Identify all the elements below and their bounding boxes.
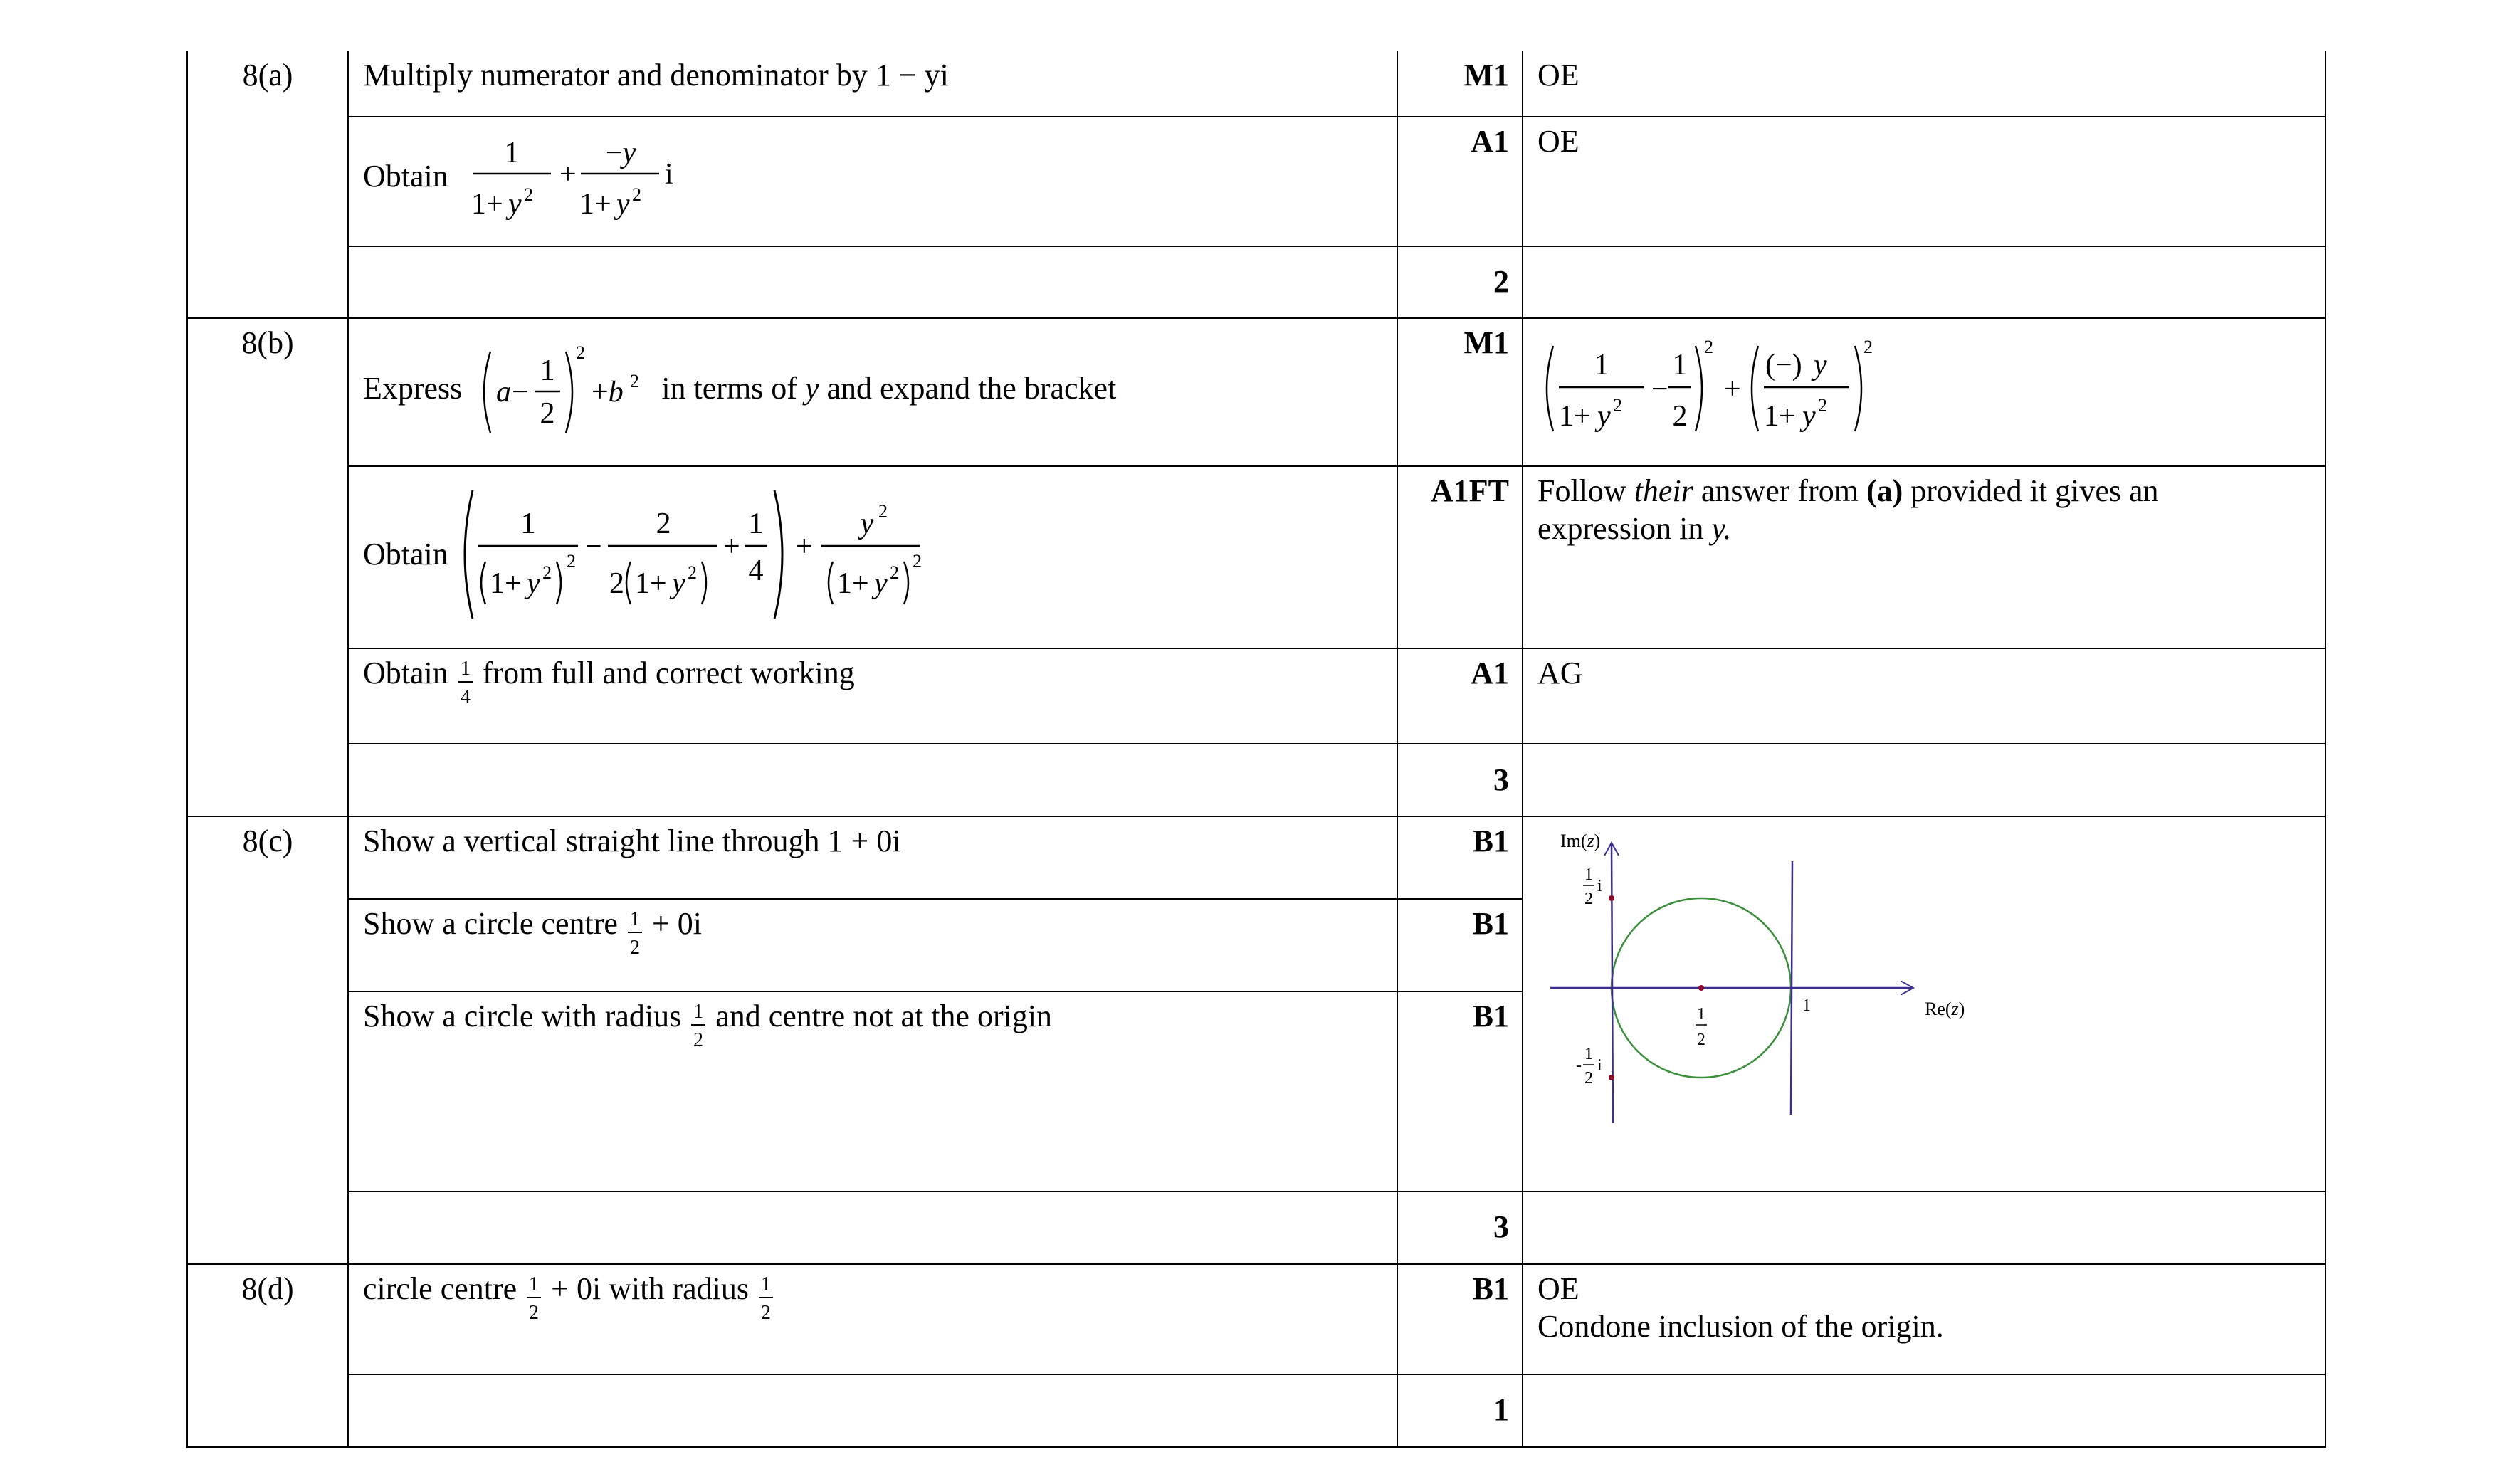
svg-text:y: y xyxy=(508,188,522,221)
svg-text:1: 1 xyxy=(1697,1005,1705,1023)
svg-text:2: 2 xyxy=(566,551,576,572)
argand-diagram-cell xyxy=(1523,816,2325,1191)
svg-text:y: y xyxy=(1802,400,1816,433)
svg-text:1: 1 xyxy=(540,354,555,387)
row-8a-step2 xyxy=(187,117,2325,246)
answer-text: Obtain xyxy=(363,158,448,194)
label-half-i xyxy=(1583,865,1602,908)
svg-text:1+: 1+ xyxy=(471,188,503,221)
guidance-cell: OE xyxy=(1523,51,2325,117)
svg-text:1: 1 xyxy=(1584,1045,1593,1063)
svg-text:(−): (−) xyxy=(1765,349,1802,381)
svg-text:−: − xyxy=(584,530,602,563)
svg-text:y: y xyxy=(1814,349,1827,381)
svg-text:2: 2 xyxy=(576,342,586,363)
svg-text:4: 4 xyxy=(460,686,471,707)
svg-text:1+: 1+ xyxy=(836,567,869,600)
label-one: 1 xyxy=(1802,996,1811,1015)
svg-text:2: 2 xyxy=(1584,1069,1593,1088)
svg-text:i: i xyxy=(664,158,673,191)
svg-text:1: 1 xyxy=(1584,865,1593,884)
guidance-cell: AG xyxy=(1523,648,2325,744)
svg-text:−: − xyxy=(512,376,529,409)
mark-cell: M1 xyxy=(1397,51,1523,117)
guidance-cell xyxy=(1523,318,2325,466)
svg-text:1+: 1+ xyxy=(1559,400,1591,433)
mark-cell: A1 xyxy=(1397,117,1523,246)
fraction-one-half xyxy=(689,998,708,1051)
fraction-one-half xyxy=(525,1270,543,1323)
label-minus-half-i xyxy=(1576,1045,1602,1088)
row-8b-step3 xyxy=(187,648,2325,744)
svg-text:2: 2 xyxy=(609,567,624,600)
label-half-real xyxy=(1696,1005,1707,1049)
mark-cell: B1 xyxy=(1397,899,1523,991)
guidance-line-1: Follow their answer from (a) provided it gives an xyxy=(1537,473,2159,508)
variable: y xyxy=(804,370,819,406)
svg-text:y: y xyxy=(616,188,630,221)
svg-text:2: 2 xyxy=(529,1301,540,1323)
svg-text:2: 2 xyxy=(656,507,671,540)
answer-cell xyxy=(348,466,1397,648)
svg-text:2: 2 xyxy=(1613,395,1622,416)
svg-text:1: 1 xyxy=(460,658,471,680)
math-formula xyxy=(1537,325,1908,446)
svg-text:2: 2 xyxy=(693,1028,704,1051)
svg-text:2: 2 xyxy=(687,562,697,583)
question-number: 8(b) xyxy=(187,318,348,466)
svg-text:1: 1 xyxy=(520,507,536,540)
svg-text:1+: 1+ xyxy=(634,567,667,600)
math-formula xyxy=(457,476,998,633)
math-formula xyxy=(458,127,700,226)
answer-cell xyxy=(348,816,1397,899)
answer-text: Show a vertical straight line through xyxy=(363,823,820,858)
total-marks: 2 xyxy=(1397,246,1523,318)
math-expression: + 0i xyxy=(651,905,702,941)
math-expression: 1 − yi xyxy=(875,58,949,93)
answer-text: and expand the bracket xyxy=(826,370,1117,406)
svg-text:i: i xyxy=(1597,877,1602,895)
svg-text:2: 2 xyxy=(1704,337,1713,357)
svg-text:1: 1 xyxy=(693,1000,704,1023)
svg-text:a: a xyxy=(496,376,512,409)
answer-text: + 0i with radius xyxy=(551,1270,749,1306)
mark-cell: A1FT xyxy=(1397,466,1523,648)
svg-text:2: 2 xyxy=(630,371,640,391)
row-8c-total xyxy=(187,1191,2325,1264)
guidance-cell xyxy=(1523,1264,2325,1374)
svg-text:2: 2 xyxy=(878,501,888,522)
point-minus-half-i xyxy=(1609,1075,1614,1080)
row-8d-total xyxy=(187,1374,2325,1447)
svg-text:1: 1 xyxy=(748,507,764,540)
svg-text:i: i xyxy=(1597,1056,1602,1075)
svg-text:−: − xyxy=(1651,373,1668,406)
svg-text:2: 2 xyxy=(540,397,555,430)
mark-cell: B1 xyxy=(1397,816,1523,899)
answer-text: Obtain xyxy=(363,536,448,572)
answer-cell xyxy=(348,117,1397,246)
mark-scheme-table xyxy=(186,51,2326,1448)
answer-cell xyxy=(348,648,1397,744)
row-8a-total xyxy=(187,246,2325,318)
guidance-line-2: Condone inclusion of the origin. xyxy=(1537,1308,1944,1344)
question-number: 8(d) xyxy=(187,1264,348,1374)
question-number: 8(c) xyxy=(187,816,348,899)
total-marks: 3 xyxy=(1397,744,1523,816)
fraction-one-half xyxy=(757,1270,775,1323)
svg-text:1+: 1+ xyxy=(1764,400,1796,433)
fraction-one-quarter xyxy=(456,655,475,707)
answer-cell xyxy=(348,318,1397,466)
answer-text: and centre not at the origin xyxy=(715,998,1053,1033)
re-axis-label: Re(z) xyxy=(1925,999,1965,1019)
svg-text:4: 4 xyxy=(748,554,764,587)
row-8b-step2 xyxy=(187,466,2325,648)
svg-text:2: 2 xyxy=(1584,890,1593,908)
svg-text:2: 2 xyxy=(629,936,640,958)
mark-cell: M1 xyxy=(1397,318,1523,466)
svg-text:+: + xyxy=(722,530,740,563)
svg-text:1: 1 xyxy=(629,907,640,930)
svg-text:1: 1 xyxy=(504,137,520,169)
svg-text:-: - xyxy=(1576,1056,1582,1075)
answer-cell xyxy=(348,899,1397,991)
mark-cell: A1 xyxy=(1397,648,1523,744)
answer-cell xyxy=(348,991,1397,1191)
total-marks: 1 xyxy=(1397,1374,1523,1447)
im-axis-label: Im(z) xyxy=(1560,831,1601,851)
mark-cell: B1 xyxy=(1397,1264,1523,1374)
answer-text: in terms of xyxy=(661,370,797,406)
point-centre xyxy=(1698,985,1704,991)
svg-text:1+: 1+ xyxy=(579,188,611,221)
svg-text:2: 2 xyxy=(912,551,922,572)
vertical-line-re-1 xyxy=(1791,861,1792,1115)
row-8a-step1 xyxy=(187,51,2325,117)
svg-text:2: 2 xyxy=(760,1301,771,1323)
imaginary-axis xyxy=(1612,844,1613,1123)
mark-cell: B1 xyxy=(1397,991,1523,1191)
row-8b-step1 xyxy=(187,318,2325,466)
answer-cell xyxy=(348,1264,1397,1374)
svg-text:2: 2 xyxy=(1863,337,1873,357)
row-8c-step1 xyxy=(187,816,2325,899)
svg-text:+: + xyxy=(795,530,813,563)
row-8b-total xyxy=(187,744,2325,816)
guidance-line-2: expression in y. xyxy=(1537,510,1732,546)
row-8d-step1 xyxy=(187,1264,2325,1374)
svg-text:2: 2 xyxy=(1818,395,1827,416)
guidance-line-1: OE xyxy=(1537,1270,1579,1306)
svg-text:y: y xyxy=(526,567,540,600)
svg-text:2: 2 xyxy=(523,184,533,205)
svg-text:+: + xyxy=(1724,373,1741,406)
question-number: 8(a) xyxy=(187,51,348,117)
answer-text: Show a circle centre xyxy=(363,905,618,941)
answer-cell xyxy=(348,51,1397,117)
svg-text:y: y xyxy=(1597,400,1611,433)
svg-text:1: 1 xyxy=(1594,349,1609,381)
svg-text:2: 2 xyxy=(1672,400,1688,433)
svg-text:y: y xyxy=(671,567,685,600)
point-half-i xyxy=(1609,895,1614,901)
svg-text:2: 2 xyxy=(631,184,641,205)
answer-text: circle centre xyxy=(363,1270,517,1306)
svg-text:1+: 1+ xyxy=(489,567,522,600)
math-formula xyxy=(469,332,654,446)
answer-text: from full and correct working xyxy=(482,656,855,690)
svg-text:2: 2 xyxy=(889,562,899,583)
answer-text: Obtain xyxy=(363,656,448,690)
fraction-one-half xyxy=(626,905,644,958)
argand-diagram xyxy=(1523,817,2326,1182)
svg-text:1: 1 xyxy=(529,1273,540,1295)
svg-text:2: 2 xyxy=(1697,1031,1705,1049)
svg-text:1: 1 xyxy=(760,1273,771,1295)
answer-text: Show a circle with radius xyxy=(363,998,682,1033)
svg-text:y: y xyxy=(860,507,874,540)
total-marks: 3 xyxy=(1397,1191,1523,1264)
answer-text: Express xyxy=(363,370,463,406)
svg-text:+b: +b xyxy=(592,376,624,409)
answer-text: Multiply numerator and denominator by xyxy=(363,58,868,93)
svg-text:+: + xyxy=(559,158,577,191)
svg-text:y: y xyxy=(873,567,888,600)
guidance-cell xyxy=(1523,466,2325,648)
math-expression: 1 + 0i xyxy=(827,823,901,858)
guidance-cell: OE xyxy=(1523,117,2325,246)
svg-text:2: 2 xyxy=(542,562,552,583)
svg-text:−y: −y xyxy=(605,137,636,169)
svg-text:1: 1 xyxy=(1672,349,1688,381)
